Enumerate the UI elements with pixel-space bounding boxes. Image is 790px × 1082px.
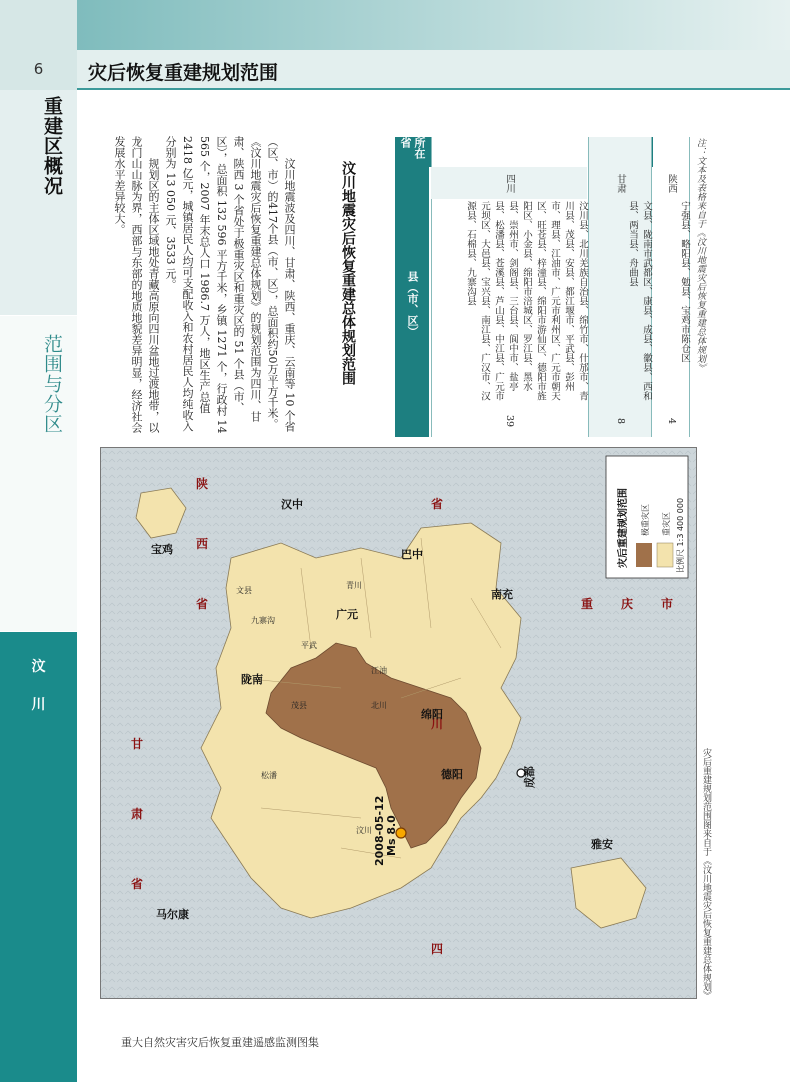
city-label: 北川 [371,701,387,710]
table-cell-count: 8 [615,417,626,425]
table-note: 注：文本及表格来自于《汶川地震灾后恢复重建总体规划》 [695,138,705,372]
region-char: 省 [431,497,444,511]
legend-swatch-severe [636,543,652,567]
region-char: 川 [431,717,444,731]
table-header-province: 所在省 [399,137,426,159]
body-paragraph: 汶川地震波及四川、甘肃、陕西、重庆、云南等 10 个省（区、市）的417个县（市、区），总面积约50万平方千米。《汶川地震灾后恢复重建总体规划》的规划范围为四川、甘肃、陕西 3 个省处于极重灾区和重灾区的 51 个县（市、区），总面积 132 596 平方千米，乡镇 1271 个，行政村 14 565 个，2007 年末总人口 1986.7 万人，地区生产总值 2418 亿元，城镇居民人均可支配收入和农村居民人均纯收入分别为 13 050 元、3533 元。 [164,136,296,434]
body-text [113,136,298,436]
table-cell-province: 四川 [431,167,587,199]
legend-title: 灾后重建规划范围 [618,488,629,568]
region-char: 庆 [621,597,634,611]
city-label: 茂县 [291,701,307,710]
region-char: 西 [196,537,209,551]
city-label: 松潘 [261,771,277,780]
city-label: 九寨沟 [251,616,275,625]
city-label: 绵阳 [421,708,443,721]
sidebar-section-wenchuan-label [0,648,77,724]
city-label: 德阳 [441,768,463,781]
page-title: 灾后恢复重建规划范围 [88,62,279,84]
region-char: 重 [581,597,594,611]
region-char: 甘 [131,737,144,751]
city-label: 马尔康 [156,908,189,921]
city-label: 广元 [336,608,358,621]
map-legend [606,456,688,578]
city-label: 文县 [236,586,252,595]
sidebar-char: 汶 [31,659,46,675]
legend-label-heavy: 重灾区 [662,512,671,536]
region-char: 四 [431,942,444,956]
city-label: 平武 [301,641,317,650]
legend-label-severe: 极重灾区 [641,504,650,536]
table-cell-province: 陕西 [666,173,677,193]
table-cell-count: 39 [504,414,515,428]
table-cell-province: 甘肃 [615,173,626,193]
page-footer: 重大自然灾害灾后恢复重建遥感监测图集 [121,1036,319,1049]
sidebar-section-scope-label: 范围与分区 [41,334,63,434]
city-label: 汉中 [281,498,303,511]
planning-scope-map [100,447,697,999]
table-title: 汶川地震灾后恢复重建总体规划范围 [340,161,356,385]
map-scale: 比例尺 1:3 400 000 [676,497,685,573]
map-svg [101,448,696,998]
region-char: 省 [131,877,144,891]
table-cell-counties: 宁强县、略阳县、勉县、宝鸡市陈仓区 [679,201,690,363]
city-label: 青川 [346,581,362,590]
epicenter-date: 2008-05-12 [373,795,386,866]
table-cell-counties: 文县、陇南市武都区、康县、成县、徽县、西和县、两当县、舟曲县 [627,201,652,401]
city-label: 雅安 [591,838,613,851]
map-caption: 灾后重建规划范围图来自于《汶川地震灾后恢复重建总体规划》 [701,748,711,1000]
page-number: 6 [33,60,44,78]
city-label: 江油 [371,666,387,675]
city-label: 巴中 [401,548,423,561]
sidebar-char: 川 [31,697,46,713]
scope-table [395,137,690,437]
epicenter-magnitude: Ms 8.0 [385,815,398,856]
table-cell-counties: 汶川县、北川羌族自治县、绵竹市、什邡市、青川县、茂县、安县、都江堰市、平武县、彭州市、理县、江油市、广元市利州区、广元市朝天区、旺苍县、梓潼县、绵阳市游仙区、德阳市旌阳区、小金县、绵阳市涪城区、罗江县、黑水县、崇州市、剑阁县、三台县、阆中市、盐亭县、松潘县、苍溪县、芦山县、中江县、广元市元坝区、大邑县、宝兴县、南江县、广汉市、汉源县、石棉县、九寨沟县 [465,201,588,401]
table-header-counties: 县（市、区） [406,271,419,337]
region-char: 肃 [131,807,144,821]
city-label: 宝鸡 [151,543,173,556]
city-label: 陇南 [241,673,263,686]
region-char: 陕 [196,477,209,491]
legend-swatch-heavy [657,543,673,567]
city-label-chengdu: 成都 [523,766,536,788]
sidebar-section-overview-label: 重建区概况 [41,96,63,196]
table-cell-count: 4 [666,417,677,425]
sidebar [0,0,77,1082]
region-char: 省 [196,597,209,611]
region-char: 市 [661,597,674,611]
city-label: 南充 [491,588,513,601]
body-paragraph: 规划区的主体区域地处青藏高原向四川盆地过渡地带，以龙门山山脉为界，西部与东部的地质地貌差异明显，经济社会发展水平差异较大。 [113,136,160,433]
city-label: 汶川 [356,826,372,835]
